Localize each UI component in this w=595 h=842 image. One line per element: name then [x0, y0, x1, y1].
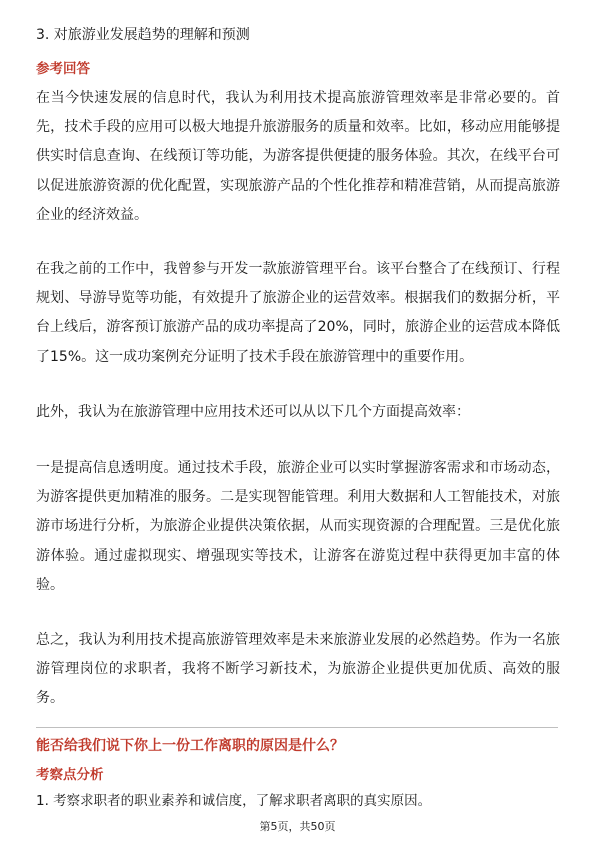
analysis-item: 1. 考察求职者的职业素养和诚信度，了解求职者离职的真实原因。 [36, 793, 432, 809]
question-title: 3. 对旅游业发展趋势的理解和预测 [36, 27, 250, 43]
answer-paragraph: 此外，我认为在旅游管理中应用技术还可以从以下几个方面提高效率： [36, 404, 470, 420]
analysis-label: 考察点分析 [36, 767, 104, 783]
answer-paragraph: 在我之前的工作中，我曾参与开发一款旅游管理平台。该平台整合了在线预订、行程规划、导游导览等功能，有效提升了旅游企业的运营效率。根据我们的数据分析，平台上线后，游客预订旅游产品的成功率提高了20%，同时，旅游企业的运营成本降低了15%。这一成功案例充分证明了技术手段在旅游管理中的重要作用。 [36, 261, 560, 365]
answer-label: 参考回答 [36, 61, 90, 77]
page-footer: 第5页，共50页 [259, 820, 336, 833]
answer-paragraph: 一是提高信息透明度。通过技术手段，旅游企业可以实时掌握游客需求和市场动态，为游客提供更加精准的服务。二是实现智能管理。利用大数据和人工智能技术，对旅游市场进行分析，为旅游企业提供决策依据，从而实现资源的合理配置。三是优化旅游体验。通过虚拟现实、增强现实等技术，让游客在游览过程中获得更加丰富的体验。 [36, 460, 560, 593]
section-divider [36, 727, 558, 728]
answer-paragraph: 在当今快速发展的信息时代，我认为利用技术提高旅游管理效率是非常必要的。首先，技术手段的应用可以极大地提升旅游服务的质量和效率。比如，移动应用能够提供实时信息查询、在线预订等功能，为游客提供便捷的服务体验。其次，在线平台可以促进旅游资源的优化配置，实现旅游产品的个性化推荐和精准营销，从而提高旅游企业的经济效益。 [36, 90, 560, 223]
answer-paragraph: 总之，我认为利用技术提高旅游管理效率是未来旅游业发展的必然趋势。作为一名旅游管理岗位的求职者，我将不断学习新技术，为旅游企业提供更加优质、高效的服务。 [36, 632, 560, 707]
next-question-title: 能否给我们说下你上一份工作离职的原因是什么？ [36, 738, 344, 754]
